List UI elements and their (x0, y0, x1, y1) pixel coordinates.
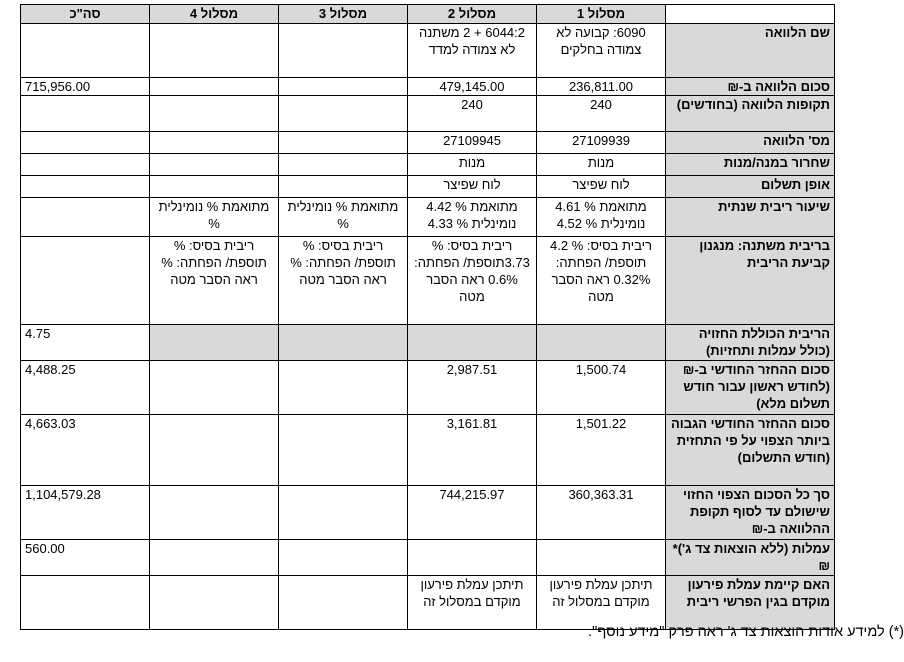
route1-total-rate (537, 325, 666, 361)
label-max-monthly: סכום ההחזר החודשי הגבוה ביותר הצפוי על פי התחזית (חודש התשלום) (666, 415, 835, 486)
route2-loan-amount: 479,145.00 (408, 78, 537, 96)
route1-loan-name: 6090: קבועה לא צמודה בחלקים (537, 24, 666, 78)
route4-loan-amount (150, 78, 279, 96)
route2-total-rate (408, 325, 537, 361)
route2-loan-name: 6044:2 + 2 משתנה לא צמודה למדד (408, 24, 537, 78)
row-annual-rate (21, 198, 835, 237)
route4-max-monthly (150, 415, 279, 486)
route2-payment-method: לוח שפיצר (408, 176, 537, 198)
route4-total-repay (150, 486, 279, 540)
total-total-repay: 1,104,579.28 (21, 486, 150, 540)
row-payment-method (21, 176, 835, 198)
row-release (21, 154, 835, 176)
header-route-4: מסלול 4 (150, 5, 279, 24)
loan-summary-page (20, 4, 884, 630)
total-payment-method (21, 176, 150, 198)
row-loan-number (21, 132, 835, 154)
row-total-rate (21, 325, 835, 361)
row-fees (21, 540, 835, 576)
route4-monthly-payment (150, 361, 279, 415)
header-route-2: מסלול 2 (408, 5, 537, 24)
row-early-repay (21, 576, 835, 630)
route2-release: מנות (408, 154, 537, 176)
route4-payment-method (150, 176, 279, 198)
label-early-repay: האם קיימת עמלת פירעון מוקדם בגין הפרשי ריבית (666, 576, 835, 630)
route4-annual-rate: מתואמת % נומינלית % (150, 198, 279, 237)
route4-total-rate (150, 325, 279, 361)
header-route-1: מסלול 1 (537, 5, 666, 24)
route1-loan-number: 27109939 (537, 132, 666, 154)
route4-loan-number (150, 132, 279, 154)
total-release (21, 154, 150, 176)
route4-early-repay (150, 576, 279, 630)
route3-variable-rate: ריבית בסיס: % תוספת/ הפחתה: % ראה הסבר מטה (279, 237, 408, 325)
route3-loan-amount (279, 78, 408, 96)
header-route-3: מסלול 3 (279, 5, 408, 24)
row-variable-rate (21, 237, 835, 325)
route2-monthly-payment: 2,987.51 (408, 361, 537, 415)
route1-fees (537, 540, 666, 576)
row-loan-period (21, 96, 835, 132)
route2-annual-rate: מתואמת % 4.42 נומינלית % 4.33 (408, 198, 537, 237)
route2-loan-period: 240 (408, 96, 537, 132)
label-release: שחרור במנה/מנות (666, 154, 835, 176)
label-payment-method: אופן תשלום (666, 176, 835, 198)
row-loan-name (21, 24, 835, 78)
route3-payment-method (279, 176, 408, 198)
route3-release (279, 154, 408, 176)
route3-fees (279, 540, 408, 576)
route4-loan-name (150, 24, 279, 78)
loan-routes-table (20, 4, 835, 630)
route3-early-repay (279, 576, 408, 630)
route2-loan-number: 27109945 (408, 132, 537, 154)
route3-annual-rate: מתואמת % נומינלית % (279, 198, 408, 237)
total-monthly-payment: 4,488.25 (21, 361, 150, 415)
route3-total-repay (279, 486, 408, 540)
route3-loan-number (279, 132, 408, 154)
total-early-repay (21, 576, 150, 630)
total-variable-rate (21, 237, 150, 325)
row-total-repay (21, 486, 835, 540)
total-loan-number (21, 132, 150, 154)
total-loan-period (21, 96, 150, 132)
total-max-monthly: 4,663.03 (21, 415, 150, 486)
route1-loan-amount: 236,811.00 (537, 78, 666, 96)
route1-release: מנות (537, 154, 666, 176)
total-total-rate: 4.75 (21, 325, 150, 361)
route1-loan-period: 240 (537, 96, 666, 132)
route3-loan-name (279, 24, 408, 78)
total-loan-amount: 715,956.00 (21, 78, 150, 96)
label-loan-amount: סכום הלוואה ב-₪ (666, 78, 835, 96)
route2-variable-rate: ריבית בסיס: % 3.73תוספת/ הפחתה: 0.6% ראה הסבר מטה (408, 237, 537, 325)
route2-total-repay: 744,215.97 (408, 486, 537, 540)
route1-variable-rate: ריבית בסיס: % 4.2 תוספת/ הפחתה: 0.32% ראה הסבר מטה (537, 237, 666, 325)
route1-total-repay: 360,363.31 (537, 486, 666, 540)
route4-release (150, 154, 279, 176)
row-loan-amount (21, 78, 835, 96)
route2-fees (408, 540, 537, 576)
label-monthly-payment: סכום ההחזר החודשי ב-₪ (לחודש ראשון עבור חודש תשלום מלא) (666, 361, 835, 415)
row-monthly-payment (21, 361, 835, 415)
label-loan-name: שם הלוואה (666, 24, 835, 78)
route4-variable-rate: ריבית בסיס: % תוספת/ הפחתה: % ראה הסבר מטה (150, 237, 279, 325)
route1-max-monthly: 1,501.22 (537, 415, 666, 486)
route3-loan-period (279, 96, 408, 132)
total-fees: 560.00 (21, 540, 150, 576)
route1-annual-rate: מתואמת % 4.61 נומינלית % 4.52 (537, 198, 666, 237)
total-annual-rate (21, 198, 150, 237)
label-annual-rate: שיעור ריבית שנתית (666, 198, 835, 237)
route1-payment-method: לוח שפיצר (537, 176, 666, 198)
route4-fees (150, 540, 279, 576)
route3-monthly-payment (279, 361, 408, 415)
corner-cell (666, 5, 835, 24)
route2-early-repay: תיתכן עמלת פירעון מוקדם במסלול זה (408, 576, 537, 630)
route3-total-rate (279, 325, 408, 361)
header-total: סה"כ (21, 5, 150, 24)
footnote: (*) למידע אודות הוצאות צד ג' ראה פרק "מידע נוסף". (588, 624, 904, 640)
route1-monthly-payment: 1,500.74 (537, 361, 666, 415)
table-header-row (21, 5, 835, 24)
route1-early-repay: תיתכן עמלת פירעון מוקדם במסלול זה (537, 576, 666, 630)
label-total-repay: סך כל הסכום הצפוי החזוי שישולם עד לסוף תקופת ההלוואה ב-₪ (666, 486, 835, 540)
route2-max-monthly: 3,161.81 (408, 415, 537, 486)
label-variable-rate: בריבית משתנה: מנגנון קביעת הריבית (666, 237, 835, 325)
row-max-monthly (21, 415, 835, 486)
route3-max-monthly (279, 415, 408, 486)
route4-loan-period (150, 96, 279, 132)
label-total-rate: הריבית הכוללת החזויה (כולל עמלות ותחזיות) (666, 325, 835, 361)
label-fees: עמלות (ללא הוצאות צד ג')* ₪ (666, 540, 835, 576)
total-loan-name (21, 24, 150, 78)
label-loan-number: מס' הלוואה (666, 132, 835, 154)
label-loan-period: תקופות הלוואה (בחודשים) (666, 96, 835, 132)
